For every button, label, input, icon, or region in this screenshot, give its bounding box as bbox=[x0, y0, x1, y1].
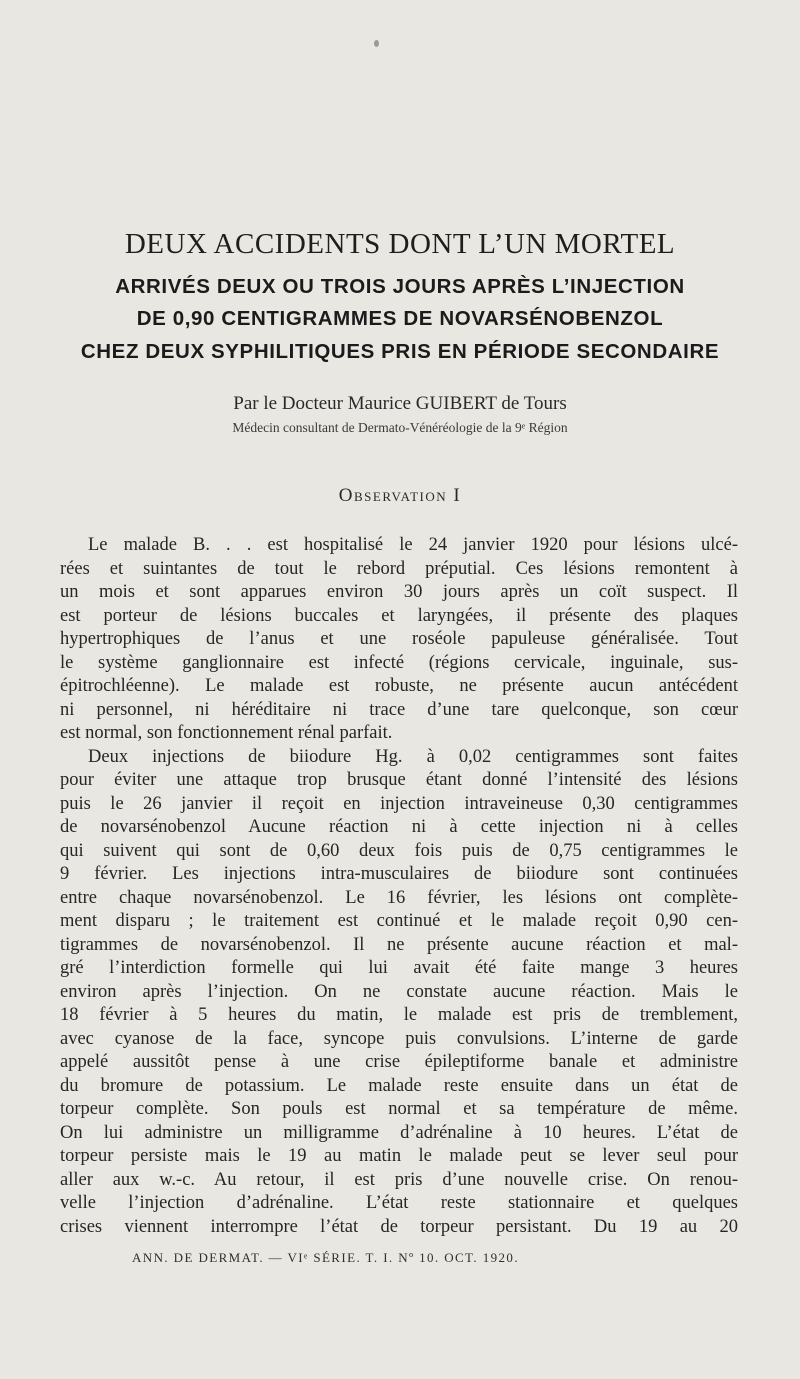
body-line: pour éviter une attaque trop brusque étant donné l’intensité des lésions bbox=[60, 770, 738, 790]
body-line: aller aux w.-c. Au retour, il est pris d’une nouvelle crise. On renou- bbox=[60, 1169, 738, 1190]
body-line: crises viennent interrompre l’état de torpeur persistant. Du 19 au 20 bbox=[60, 1216, 738, 1237]
body-line: velle l’injection d’adrénaline. L’état reste stationnaire et quelques bbox=[60, 1193, 738, 1213]
subtitle-line-2: DE 0,90 CENTIGRAMMES DE NOVARSÉNOBENZOL bbox=[136, 307, 664, 330]
body-line: 18 février à 5 heures du matin, le malade est pris de tremblement, bbox=[60, 1005, 738, 1025]
body-line: rées et suintantes de tout le rebord préputial. Ces lésions remontent à bbox=[60, 558, 738, 579]
body-line: tigrammes de novarsénobenzol. Il ne présente aucune réaction et mal- bbox=[60, 934, 738, 955]
body-line: le système ganglionnaire est infecté (régions cervicale, inguinale, sus- bbox=[60, 652, 738, 673]
subtitle-line-3: CHEZ DEUX SYPHILITIQUES PRIS EN PÉRIODE SECONDAIRE bbox=[80, 340, 720, 363]
body-line: torpeur complète. Son pouls est normal et sa température de même. bbox=[60, 1099, 738, 1119]
body-line: un mois et sont apparues environ 30 jours après un coït suspect. Il bbox=[60, 582, 738, 602]
body-line: épitrochléenne). Le malade est robuste, ne présente aucun antécédent bbox=[60, 676, 738, 696]
author-affiliation: Médecin consultant de Dermato-Vénéréologie de la 9ᵉ Région bbox=[232, 420, 568, 435]
page-speck bbox=[374, 40, 379, 47]
section-heading: Observation I bbox=[338, 485, 462, 506]
body-line: environ après l’injection. On ne constate aucune réaction. Mais le bbox=[60, 981, 738, 1002]
body-line: hypertrophiques de l’anus et une roséole papuleuse généralisée. Tout bbox=[60, 629, 738, 649]
body-line: ment disparu ; le traitement est continué et le malade reçoit 0,90 cen- bbox=[60, 911, 738, 931]
subtitle-line-1: ARRIVÉS DEUX OU TROIS JOURS APRÈS L’INJECTION bbox=[115, 275, 685, 298]
body-line: torpeur persiste mais le 19 au matin le malade peut se lever seul pour bbox=[60, 1146, 738, 1166]
body-line: qui suivent qui sont de 0,60 deux fois puis de 0,75 centigrammes le bbox=[60, 840, 738, 861]
body-line: gré l’interdiction formelle qui lui avait été faite mange 3 heures bbox=[60, 958, 738, 978]
author-byline: Par le Docteur Maurice GUIBERT de Tours bbox=[233, 393, 567, 414]
body-line: puis le 26 janvier il reçoit en injection intraveineuse 0,30 centigrammes bbox=[60, 793, 738, 814]
body-text bbox=[60, 534, 738, 1239]
journal-footer: ANN. DE DERMAT. — VIᵉ SÉRIE. T. I. Nº 10. OCT. 1920. bbox=[132, 1250, 519, 1265]
body-line: 9 février. Les injections intra-musculaires de biiodure sont continuées bbox=[60, 864, 738, 884]
body-line: On lui administre un milligramme d’adrénaline à 10 heures. L’état de bbox=[60, 1122, 738, 1143]
body-line: Le malade B. . . est hospitalisé le 24 janvier 1920 pour lésions ulcé- bbox=[88, 535, 738, 555]
body-line: avec cyanose de la face, syncope puis convulsions. L’interne de garde bbox=[60, 1028, 738, 1049]
body-line: Deux injections de biiodure Hg. à 0,02 centigrammes sont faites bbox=[88, 746, 738, 767]
body-line: ni personnel, ni héréditaire ni trace d’une tare quelconque, son cœur bbox=[60, 699, 738, 720]
article-title: DEUX ACCIDENTS DONT L’UN MORTEL bbox=[124, 228, 676, 260]
body-line: est porteur de lésions buccales et laryngées, il présente des plaques bbox=[60, 605, 738, 626]
body-line: de novarsénobenzol Aucune réaction ni à cette injection ni à celles bbox=[60, 817, 738, 837]
body-line: entre chaque novarsénobenzol. Le 16 février, les lésions ont complète- bbox=[60, 887, 738, 908]
body-line: appelé aussitôt pense à une crise épileptiforme banale et administre bbox=[60, 1052, 738, 1072]
body-line: est normal, son fonctionnement rénal parfait. bbox=[60, 723, 393, 743]
body-line: du bromure de potassium. Le malade reste ensuite dans un état de bbox=[60, 1075, 738, 1096]
